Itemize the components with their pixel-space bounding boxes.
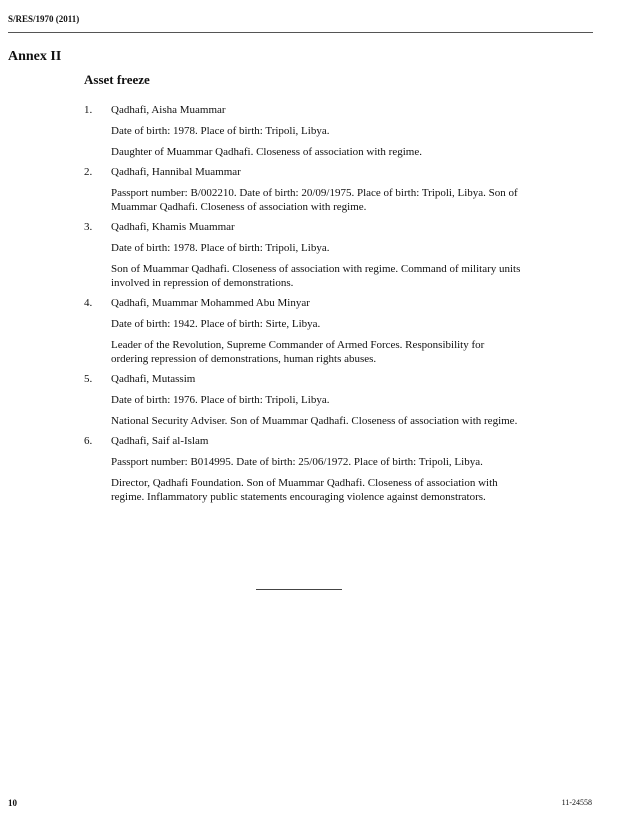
entry-name: Qadhafi, Aisha Muammar xyxy=(111,104,226,116)
entry-list xyxy=(0,103,622,510)
list-item xyxy=(0,296,622,366)
entry-details: Date of birth: 1978. Place of birth: Tripoli, Libya. xyxy=(111,125,330,137)
entry-name: Qadhafi, Khamis Muammar xyxy=(111,221,235,233)
end-of-document-rule xyxy=(256,589,342,590)
entry-details: Daughter of Muammar Qadhafi. Closeness of association with regime. xyxy=(111,146,422,158)
entry-details: Director, Qadhafi Foundation. Son of Muammar Qadhafi. Closeness of association with regime. Inflammatory public statements encouraging violence against demonstrators. xyxy=(111,477,498,503)
entry-details: National Security Adviser. Son of Muammar Qadhafi. Closeness of association with regime. xyxy=(111,415,518,427)
entry-name: Qadhafi, Saif al-Islam xyxy=(111,435,209,447)
entry-number: 5. xyxy=(84,373,93,385)
document-code: 11-24558 xyxy=(561,798,592,807)
annex-title: Annex II xyxy=(8,49,62,64)
list-item xyxy=(0,372,622,428)
entry-details: Passport number: B014995. Date of birth: 25/06/1972. Place of birth: Tripoli, Libya. xyxy=(111,456,483,468)
list-item xyxy=(0,434,622,504)
entry-details: Leader of the Revolution, Supreme Commander of Armed Forces. Responsibility for ordering repression of demonstrations, human rights abuses. xyxy=(111,339,485,365)
entry-number: 3. xyxy=(84,221,93,233)
entry-number: 1. xyxy=(84,104,93,116)
entry-number: 4. xyxy=(84,297,93,309)
section-title: Asset freeze xyxy=(84,72,150,87)
list-item xyxy=(0,103,622,159)
entry-number: 6. xyxy=(84,435,93,447)
entry-details: Date of birth: 1976. Place of birth: Tripoli, Libya. xyxy=(111,394,330,406)
document-symbol: S/RES/1970 (2011) xyxy=(8,14,80,24)
list-item xyxy=(0,220,622,290)
entry-number: 2. xyxy=(84,166,93,178)
entry-details: Date of birth: 1942. Place of birth: Sirte, Libya. xyxy=(111,318,321,330)
list-item xyxy=(0,165,622,214)
entry-name: Qadhafi, Mutassim xyxy=(111,373,196,385)
entry-details: Date of birth: 1978. Place of birth: Tripoli, Libya. xyxy=(111,242,330,254)
header-divider xyxy=(8,32,593,33)
entry-details: Son of Muammar Qadhafi. Closeness of association with regime. Command of military units involved in repression of demonstrations. xyxy=(111,263,521,289)
page-number: 10 xyxy=(8,798,17,808)
entry-details: Passport number: B/002210. Date of birth: 20/09/1975. Place of birth: Tripoli, Libya. Son of Muammar Qadhafi. Closeness of association with regime. xyxy=(111,187,518,213)
entry-name: Qadhafi, Hannibal Muammar xyxy=(111,166,241,178)
entry-name: Qadhafi, Muammar Mohammed Abu Minyar xyxy=(111,297,310,309)
